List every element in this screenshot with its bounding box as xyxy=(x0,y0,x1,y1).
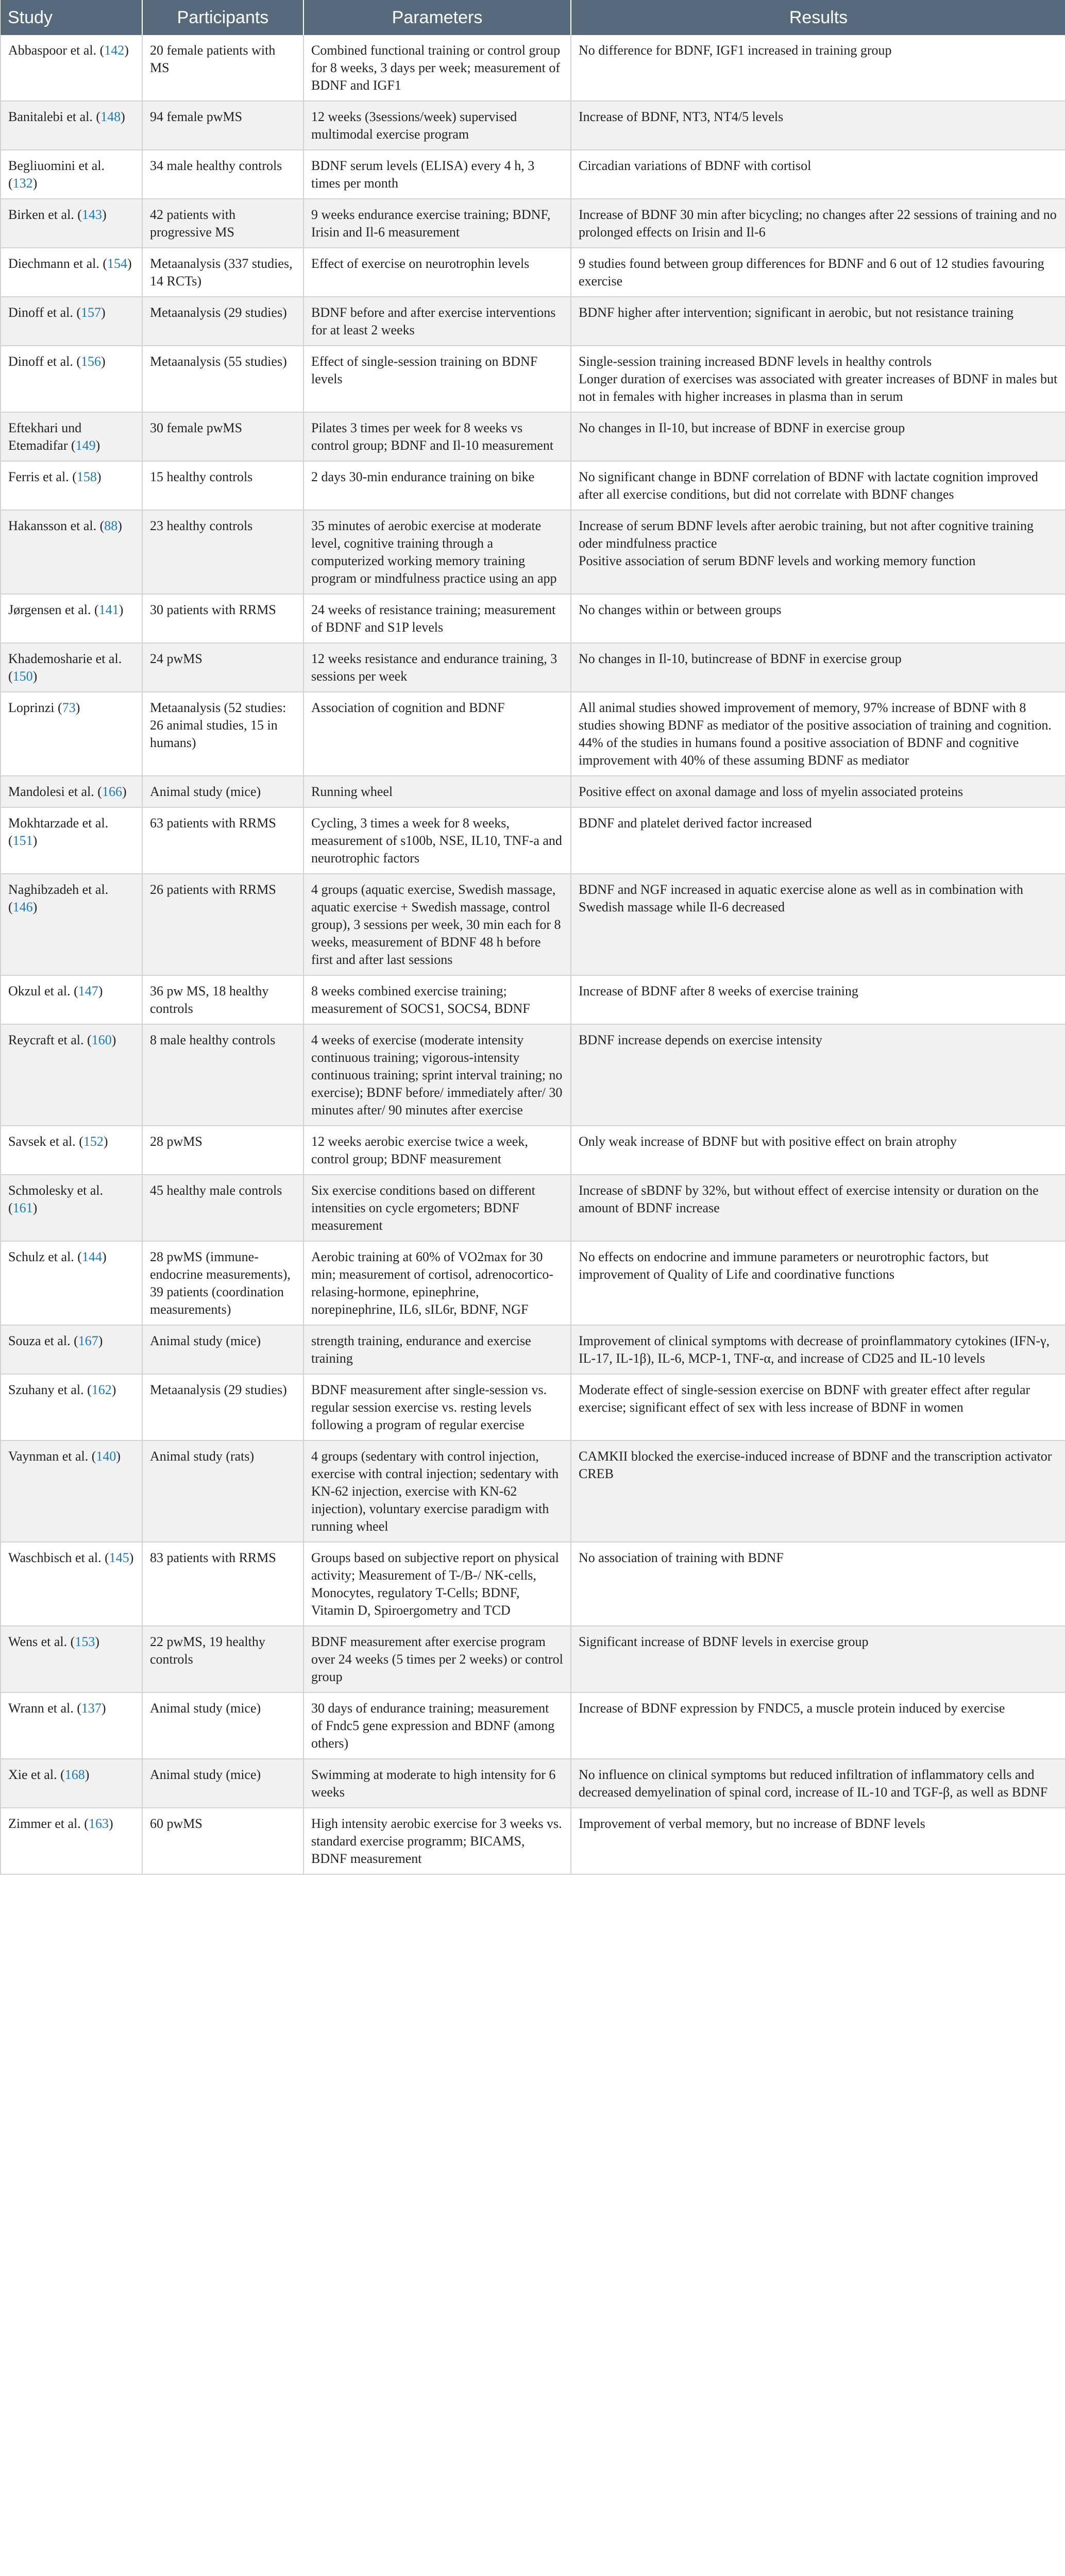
result-line: No association of training with BDNF xyxy=(579,1550,784,1565)
table-row xyxy=(1,1175,1065,1241)
table-row xyxy=(1,594,1065,643)
results-cell xyxy=(571,1440,1065,1542)
result-line: Increase of BDNF 30 min after bicycling; no changes after 22 sessions of training and no prolonged effects on Irisin and Il-6 xyxy=(579,207,1057,240)
results-cell xyxy=(571,975,1065,1024)
parameters-cell: Effect of single-session training on BDNF levels xyxy=(303,346,571,412)
study-name: Loprinzi xyxy=(8,700,55,715)
study-cell: Szuhany et al. (162) xyxy=(1,1374,142,1440)
results-cell xyxy=(571,1024,1065,1126)
study-name: Begliuomini et al. xyxy=(8,158,105,173)
reference-link[interactable]: 137 xyxy=(81,1701,102,1716)
participants-cell: 34 male healthy controls xyxy=(142,150,303,199)
result-line: Increase of BDNF, NT3, NT4/5 levels xyxy=(579,109,784,124)
reference-link[interactable]: 156 xyxy=(81,354,102,369)
header-row xyxy=(1,0,1065,35)
study-cell: Mandolesi et al. (166) xyxy=(1,776,142,807)
participants-cell: 22 pwMS, 19 healthy controls xyxy=(142,1626,303,1692)
study-cell: Hakansson et al. (88) xyxy=(1,510,142,594)
table-row xyxy=(1,807,1065,874)
parameters-cell: 35 minutes of aerobic exercise at moderate level, cognitive training through a computerized working memory training program or mindfulness practice using an app xyxy=(303,510,571,594)
table-row xyxy=(1,776,1065,807)
results-cell xyxy=(571,35,1065,101)
results-cell xyxy=(571,1175,1065,1241)
results-cell xyxy=(571,1692,1065,1759)
reference-link[interactable]: 150 xyxy=(12,669,33,684)
study-cell: Ferris et al. (158) xyxy=(1,461,142,510)
study-name: Waschbisch et al. xyxy=(8,1550,102,1565)
participants-cell: Animal study (rats) xyxy=(142,1440,303,1542)
reference-link[interactable]: 153 xyxy=(75,1634,95,1649)
parameters-cell: Association of cognition and BDNF xyxy=(303,692,571,776)
result-line: 9 studies found between group differences for BDNF and 6 out of 12 studies favouring exercise xyxy=(579,256,1044,289)
results-cell xyxy=(571,297,1065,346)
results-cell xyxy=(571,248,1065,297)
study-name: Reycraft et al. xyxy=(8,1032,84,1047)
table-row xyxy=(1,461,1065,510)
results-cell xyxy=(571,692,1065,776)
reference-link[interactable]: 143 xyxy=(81,207,102,222)
study-name: Abbaspoor et al. xyxy=(8,43,97,58)
participants-cell: 15 healthy controls xyxy=(142,461,303,510)
results-cell xyxy=(571,101,1065,150)
study-cell: Loprinzi (73) xyxy=(1,692,142,776)
parameters-cell: 8 weeks combined exercise training; measurement of SOCS1, SOCS4, BDNF xyxy=(303,975,571,1024)
study-cell: Naghibzadeh et al. (146) xyxy=(1,874,142,975)
reference-link[interactable]: 152 xyxy=(83,1134,104,1149)
table-row xyxy=(1,1374,1065,1440)
result-line: Single-session training increased BDNF levels in healthy controls xyxy=(579,354,932,369)
parameters-cell: BDNF measurement after single-session vs. regular session exercise vs. resting levels following a program of regular exercise xyxy=(303,1374,571,1440)
parameters-cell: Aerobic training at 60% of VO2max for 30 min; measurement of cortisol, adrenocortico-relasing-hormone, epinephrine, norepinephrine, IL6, sIL6r, BDNF, NGF xyxy=(303,1241,571,1325)
participants-cell: Animal study (mice) xyxy=(142,776,303,807)
result-line: Circadian variations of BDNF with cortisol xyxy=(579,158,812,173)
study-cell: Abbaspoor et al. (142) xyxy=(1,35,142,101)
table-row xyxy=(1,412,1065,461)
participants-cell: 23 healthy controls xyxy=(142,510,303,594)
results-cell xyxy=(571,776,1065,807)
column-header-participants: Participants xyxy=(142,0,303,35)
column-header-study: Study xyxy=(1,0,142,35)
result-line: Positive association of serum BDNF levels and working memory function xyxy=(579,553,976,568)
parameters-cell: 4 groups (sedentary with control injection, exercise with contral injection; sedentary with KN-62 injection, exercise with KN-62 injection), voluntary exercise paradigm with running wheel xyxy=(303,1440,571,1542)
table-row xyxy=(1,1126,1065,1175)
study-cell: Dinoff et al. (157) xyxy=(1,297,142,346)
result-line: Moderate effect of single-session exercise on BDNF with greater effect after regular exercise; significant effect of sex with less increase of BDNF in women xyxy=(579,1382,1030,1415)
result-line: No influence on clinical symptoms but reduced infiltration of inflammatory cells and decreased demyelination of spinal cord, increase of IL-10 and TGF-β, as well as BDNF xyxy=(579,1767,1048,1800)
reference-link[interactable]: 166 xyxy=(102,784,122,799)
study-cell: Schulz et al. (144) xyxy=(1,1241,142,1325)
study-name: Wens et al. xyxy=(8,1634,67,1649)
reference-link[interactable]: 157 xyxy=(81,305,102,320)
reference-link[interactable]: 151 xyxy=(12,833,33,848)
study-name: Souza et al. xyxy=(8,1333,71,1348)
participants-cell: 60 pwMS xyxy=(142,1808,303,1874)
study-name: Wrann et al. xyxy=(8,1701,74,1716)
table-row xyxy=(1,150,1065,199)
study-cell: Wens et al. (153) xyxy=(1,1626,142,1692)
column-header-parameters: Parameters xyxy=(303,0,571,35)
study-cell: Birken et al. (143) xyxy=(1,199,142,248)
reference-link[interactable]: 149 xyxy=(75,438,96,453)
results-cell xyxy=(571,807,1065,874)
table-row xyxy=(1,1241,1065,1325)
study-cell: Okzul et al. (147) xyxy=(1,975,142,1024)
table-row xyxy=(1,1626,1065,1692)
study-cell: Wrann et al. (137) xyxy=(1,1692,142,1759)
result-line: Increase of BDNF after 8 weeks of exercise training xyxy=(579,984,858,998)
study-cell: Reycraft et al. (160) xyxy=(1,1024,142,1126)
result-line: Longer duration of exercises was associated with greater increases of BDNF in males but not in females with higher increases in plasma than in serum xyxy=(579,371,1058,404)
table-row xyxy=(1,248,1065,297)
parameters-cell: 24 weeks of resistance training; measurement of BDNF and S1P levels xyxy=(303,594,571,643)
result-line: No changes in Il-10, butincrease of BDNF in exercise group xyxy=(579,651,902,666)
results-cell xyxy=(571,1808,1065,1874)
result-line: Increase of serum BDNF levels after aerobic training, but not after cognitive training oder mindfulness practice xyxy=(579,518,1034,551)
participants-cell: 94 female pwMS xyxy=(142,101,303,150)
table-row xyxy=(1,1542,1065,1626)
table-row xyxy=(1,874,1065,975)
result-line: Only weak increase of BDNF but with positive effect on brain atrophy xyxy=(579,1134,957,1149)
participants-cell: 36 pw MS, 18 healthy controls xyxy=(142,975,303,1024)
results-cell xyxy=(571,874,1065,975)
study-name: Vaynman et al. xyxy=(8,1449,89,1464)
participants-cell: 24 pwMS xyxy=(142,643,303,692)
column-header-results: Results xyxy=(571,0,1065,35)
result-line: BDNF and platelet derived factor increased xyxy=(579,816,812,831)
parameters-cell: Groups based on subjective report on physical activity; Measurement of T-/B-/ NK-cells, Monocytes, regulatory T-Cells; BDNF, Vitamin D, Spiroergometry and TCD xyxy=(303,1542,571,1626)
parameters-cell: Combined functional training or control group for 8 weeks, 3 days per week; measurement of BDNF and IGF1 xyxy=(303,35,571,101)
parameters-cell: High intensity aerobic exercise for 3 weeks vs. standard exercise programm; BICAMS, BDNF measurement xyxy=(303,1808,571,1874)
results-cell xyxy=(571,1325,1065,1374)
table-row xyxy=(1,346,1065,412)
result-line: Increase of BDNF expression by FNDC5, a muscle protein induced by exercise xyxy=(579,1701,1005,1716)
table-row xyxy=(1,975,1065,1024)
parameters-cell: Running wheel xyxy=(303,776,571,807)
participants-cell: Animal study (mice) xyxy=(142,1325,303,1374)
table-row xyxy=(1,692,1065,776)
table-row xyxy=(1,35,1065,101)
study-name: Mandolesi et al. xyxy=(8,784,94,799)
results-cell xyxy=(571,643,1065,692)
study-name: Khademosharie et al. xyxy=(8,651,122,666)
parameters-cell: BDNF measurement after exercise program over 24 weeks (5 times per 2 weeks) or control group xyxy=(303,1626,571,1692)
parameters-cell: 30 days of endurance training; measurement of Fndc5 gene expression and BDNF (among others) xyxy=(303,1692,571,1759)
reference-link[interactable]: 142 xyxy=(104,43,125,58)
result-line: No effects on endocrine and immune parameters or neurotrophic factors, but improvement of Quality of Life and coordinative functions xyxy=(579,1249,989,1282)
table-row xyxy=(1,297,1065,346)
study-cell: Mokhtarzade et al. (151) xyxy=(1,807,142,874)
result-line: Significant increase of BDNF levels in exercise group xyxy=(579,1634,869,1649)
participants-cell: Animal study (mice) xyxy=(142,1759,303,1808)
study-name: Hakansson et al. xyxy=(8,518,97,533)
result-line: No changes in Il-10, but increase of BDNF in exercise group xyxy=(579,420,905,435)
table-row xyxy=(1,1808,1065,1874)
result-line: All animal studies showed improvement of memory, 97% increase of BDNF with 8 studies showing BDNF as mediator of the positive association of training and cognition. xyxy=(579,700,1052,733)
participants-cell: Metaanalysis (29 studies) xyxy=(142,1374,303,1440)
parameters-cell: 4 groups (aquatic exercise, Swedish massage, aquatic exercise + Swedish massage, control group), 3 sessions per week, 30 min each for 8 weeks, measurement of BDNF 48 h before first and after last sessions xyxy=(303,874,571,975)
result-line: Increase of sBDNF by 32%, but without effect of exercise intensity or duration on the amount of BDNF increase xyxy=(579,1183,1039,1215)
reference-link[interactable]: 162 xyxy=(91,1382,112,1397)
result-line: Improvement of clinical symptoms with decrease of proinflammatory cytokines (IFN-γ, IL-17, IL-1β), IL-6, MCP-1, TNF-α, and increase of CD25 and IL-10 levels xyxy=(579,1333,1050,1366)
table-row xyxy=(1,1440,1065,1542)
participants-cell: 63 patients with RRMS xyxy=(142,807,303,874)
table-row xyxy=(1,1024,1065,1126)
parameters-cell: 12 weeks resistance and endurance training, 3 sessions per week xyxy=(303,643,571,692)
table-row xyxy=(1,199,1065,248)
parameters-cell: Pilates 3 times per week for 8 weeks vs control group; BDNF and Il-10 measurement xyxy=(303,412,571,461)
parameters-cell: 12 weeks aerobic exercise twice a week, control group; BDNF measurement xyxy=(303,1126,571,1175)
study-name: Eftekhari und Etemadifar xyxy=(8,420,82,453)
study-name: Schmolesky et al. xyxy=(8,1183,104,1198)
study-name: Savsek et al. xyxy=(8,1134,76,1149)
reference-link[interactable]: 144 xyxy=(81,1249,102,1264)
results-cell xyxy=(571,1374,1065,1440)
study-name: Okzul et al. xyxy=(8,984,71,998)
result-line: No difference for BDNF, IGF1 increased in training group xyxy=(579,43,892,58)
reference-link[interactable]: 163 xyxy=(88,1816,109,1831)
participants-cell: 28 pwMS (immune-endocrine measurements), 39 patients (coordination measurements) xyxy=(142,1241,303,1325)
participants-cell: 30 patients with RRMS xyxy=(142,594,303,643)
parameters-cell: 4 weeks of exercise (moderate intensity continuous training; vigorous-intensity continuous training; sprint interval training; no exercise); BDNF before/ immediately after/ 30 minutes after/ 90 minutes after exercise xyxy=(303,1024,571,1126)
parameters-cell: 12 weeks (3sessions/week) supervised multimodal exercise program xyxy=(303,101,571,150)
table-row xyxy=(1,1692,1065,1759)
study-cell: Diechmann et al. (154) xyxy=(1,248,142,297)
results-cell xyxy=(571,461,1065,510)
participants-cell: 8 male healthy controls xyxy=(142,1024,303,1126)
table-row xyxy=(1,1759,1065,1808)
study-cell: Schmolesky et al. (161) xyxy=(1,1175,142,1241)
study-name: Naghibzadeh et al. xyxy=(8,882,109,897)
study-name: Birken et al. xyxy=(8,207,74,222)
parameters-cell: Cycling, 3 times a week for 8 weeks, measurement of s100b, NSE, IL10, TNF-a and neurotrophic factors xyxy=(303,807,571,874)
table-row xyxy=(1,101,1065,150)
participants-cell: 28 pwMS xyxy=(142,1126,303,1175)
results-cell xyxy=(571,150,1065,199)
result-line: BDNF higher after intervention; significant in aerobic, but not resistance training xyxy=(579,305,1014,320)
study-name: Schulz et al. xyxy=(8,1249,74,1264)
study-cell: Savsek et al. (152) xyxy=(1,1126,142,1175)
study-name: Mokhtarzade et al. xyxy=(8,816,109,831)
results-cell xyxy=(571,346,1065,412)
reference-link[interactable]: 141 xyxy=(98,602,119,617)
result-line: Improvement of verbal memory, but no increase of BDNF levels xyxy=(579,1816,925,1831)
study-cell: Banitalebi et al. (148) xyxy=(1,101,142,150)
parameters-cell: Six exercise conditions based on different intensities on cycle ergometers; BDNF measurement xyxy=(303,1175,571,1241)
result-line: No significant change in BDNF correlation of BDNF with lactate cognition improved after all exercise conditions, but did not correlate with BDNF changes xyxy=(579,469,1038,502)
reference-link[interactable]: 145 xyxy=(109,1550,129,1565)
reference-link[interactable]: 160 xyxy=(91,1032,112,1047)
results-cell xyxy=(571,1126,1065,1175)
results-cell xyxy=(571,412,1065,461)
participants-cell: Animal study (mice) xyxy=(142,1692,303,1759)
study-name: Ferris et al. xyxy=(8,469,69,484)
reference-link[interactable]: 148 xyxy=(100,109,121,124)
parameters-cell: BDNF serum levels (ELISA) every 4 h, 3 times per month xyxy=(303,150,571,199)
reference-link[interactable]: 146 xyxy=(12,900,33,914)
result-line: Positive effect on axonal damage and loss of myelin associated proteins xyxy=(579,784,963,799)
study-cell: Begliuomini et al. (132) xyxy=(1,150,142,199)
results-cell xyxy=(571,594,1065,643)
study-name: Dinoff et al. xyxy=(8,305,73,320)
participants-cell: Metaanalysis (55 studies) xyxy=(142,346,303,412)
parameters-cell: 2 days 30-min endurance training on bike xyxy=(303,461,571,510)
study-cell: Khademosharie et al. (150) xyxy=(1,643,142,692)
participants-cell: Metaanalysis (52 studies: 26 animal studies, 15 in humans) xyxy=(142,692,303,776)
study-cell: Xie et al. (168) xyxy=(1,1759,142,1808)
reference-link[interactable]: 147 xyxy=(78,984,98,998)
study-name: Dinoff et al. xyxy=(8,354,73,369)
parameters-cell: Swimming at moderate to high intensity for 6 weeks xyxy=(303,1759,571,1808)
study-name: Xie et al. xyxy=(8,1767,57,1782)
reference-link[interactable]: 167 xyxy=(78,1333,98,1348)
participants-cell: Metaanalysis (29 studies) xyxy=(142,297,303,346)
results-cell xyxy=(571,1542,1065,1626)
reference-link[interactable]: 88 xyxy=(104,518,118,533)
reference-link[interactable]: 168 xyxy=(64,1767,85,1782)
parameters-cell: 9 weeks endurance exercise training; BDNF, Irisin and Il-6 measurement xyxy=(303,199,571,248)
study-name: Szuhany et al. xyxy=(8,1382,84,1397)
study-cell: Waschbisch et al. (145) xyxy=(1,1542,142,1626)
results-cell xyxy=(571,1626,1065,1692)
study-cell: Eftekhari und Etemadifar (149) xyxy=(1,412,142,461)
participants-cell: 42 patients with progressive MS xyxy=(142,199,303,248)
results-cell xyxy=(571,1241,1065,1325)
participants-cell: 26 patients with RRMS xyxy=(142,874,303,975)
participants-cell: Metaanalysis (337 studies, 14 RCTs) xyxy=(142,248,303,297)
results-cell xyxy=(571,199,1065,248)
study-name: Diechmann et al. xyxy=(8,256,99,271)
reference-link[interactable]: 132 xyxy=(12,176,33,191)
parameters-cell: BDNF before and after exercise interventions for at least 2 weeks xyxy=(303,297,571,346)
parameters-cell: Effect of exercise on neurotrophin levels xyxy=(303,248,571,297)
reference-link[interactable]: 140 xyxy=(96,1449,116,1464)
result-line: BDNF and NGF increased in aquatic exercise alone as well as in combination with Swedish massage while Il-6 decreased xyxy=(579,882,1023,914)
result-line: CAMKII blocked the exercise-induced increase of BDNF and the transcription activator CREB xyxy=(579,1449,1052,1481)
parameters-cell: strength training, endurance and exercise training xyxy=(303,1325,571,1374)
study-name: Banitalebi et al. xyxy=(8,109,93,124)
participants-cell: 20 female patients with MS xyxy=(142,35,303,101)
reference-link[interactable]: 73 xyxy=(62,700,76,715)
table-row xyxy=(1,1325,1065,1374)
table-body xyxy=(1,35,1065,1874)
results-cell xyxy=(571,510,1065,594)
table-row xyxy=(1,510,1065,594)
reference-link[interactable]: 154 xyxy=(107,256,128,271)
result-line: BDNF increase depends on exercise intensity xyxy=(579,1032,822,1047)
participants-cell: 83 patients with RRMS xyxy=(142,1542,303,1626)
results-cell xyxy=(571,1759,1065,1808)
result-line: 44% of the studies in humans found a positive association of BDNF and cognitive improvement with 40% of these assuming BDNF as mediator xyxy=(579,735,1019,768)
study-cell: Souza et al. (167) xyxy=(1,1325,142,1374)
table-row xyxy=(1,643,1065,692)
study-cell: Vaynman et al. (140) xyxy=(1,1440,142,1542)
reference-link[interactable]: 161 xyxy=(12,1200,33,1215)
result-line: No changes within or between groups xyxy=(579,602,782,617)
study-cell: Zimmer et al. (163) xyxy=(1,1808,142,1874)
participants-cell: 45 healthy male controls xyxy=(142,1175,303,1241)
reference-link[interactable]: 158 xyxy=(76,469,97,484)
participants-cell: 30 female pwMS xyxy=(142,412,303,461)
study-cell: Jørgensen et al. (141) xyxy=(1,594,142,643)
study-cell: Dinoff et al. (156) xyxy=(1,346,142,412)
study-name: Jørgensen et al. xyxy=(8,602,91,617)
study-name: Zimmer et al. xyxy=(8,1816,81,1831)
table-header xyxy=(1,0,1065,35)
